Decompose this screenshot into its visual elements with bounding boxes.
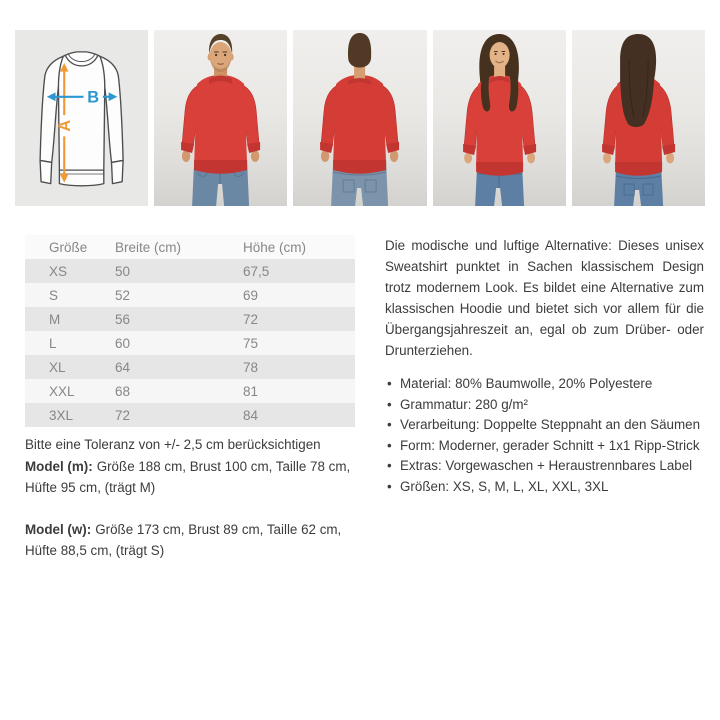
col-header-breite: Breite (cm) [115, 239, 182, 255]
man-back-photo-icon [293, 30, 426, 206]
feature-list [385, 374, 704, 497]
size-table-header-row [25, 235, 355, 259]
height-cell: 84 [243, 407, 259, 423]
product-description: Die modische und luftige Alternative: Dieses unisex Sweatshirt punktet in Sachen klassischem Design trotz modernem Look. Es bildet eine Alternative zum klassischen Hoodie und bietet sich vor allem für die Übergangsjahreszeit an, egal ob zum Drüber- oder Drunterziehen. [385, 238, 704, 358]
product-info-section [0, 206, 720, 561]
size-cell: S [49, 287, 59, 303]
photo-woman-front[interactable] [433, 30, 566, 206]
model-w-note [25, 519, 363, 561]
width-cell: 68 [115, 383, 131, 399]
sweatshirt-measurement-diagram-icon [15, 30, 148, 206]
table-row [25, 331, 355, 355]
list-item: • Material: 80% Baumwolle, 20% Polyestere [385, 374, 704, 395]
size-diagram-thumbnail[interactable] [15, 30, 148, 206]
height-cell: 69 [243, 287, 259, 303]
table-row [25, 355, 355, 379]
height-cell: 78 [243, 359, 259, 375]
model-m-value: Größe 188 cm, Brust 100 cm, Taille 78 cm, Hüfte 95 cm, (trägt M) [25, 459, 351, 495]
photo-woman-back[interactable] [572, 30, 705, 206]
photo-man-back[interactable] [293, 30, 426, 206]
model-w-value: Größe 173 cm, Brust 89 cm, Taille 62 cm, Hüfte 88,5 cm, (trägt S) [25, 522, 342, 558]
woman-back-photo-icon [572, 30, 705, 206]
man-front-photo-icon [154, 30, 287, 206]
width-cell: 64 [115, 359, 131, 375]
table-row [25, 307, 355, 331]
description-column [385, 235, 704, 561]
size-cell: XXL [49, 383, 75, 399]
width-cell: 52 [115, 287, 131, 303]
size-cell: M [49, 311, 61, 327]
col-header-hoehe: Höhe (cm) [243, 239, 307, 255]
height-cell: 72 [243, 311, 259, 327]
list-item: • Verarbeitung: Doppelte Steppnaht an den Säumen [385, 415, 704, 436]
woman-front-photo-icon [433, 30, 566, 206]
size-cell: 3XL [49, 407, 74, 423]
size-info-column [25, 235, 363, 561]
photo-man-front[interactable] [154, 30, 287, 206]
size-cell: XS [49, 263, 68, 279]
measure-label-b: B [87, 88, 100, 107]
measure-label-a: A [56, 119, 75, 132]
table-row [25, 283, 355, 307]
list-item: • Grammatur: 280 g/m² [385, 395, 704, 416]
width-cell: 50 [115, 263, 131, 279]
table-row [25, 379, 355, 403]
product-gallery [0, 0, 720, 206]
height-cell: 67,5 [243, 263, 270, 279]
table-row [25, 403, 355, 427]
height-cell: 81 [243, 383, 259, 399]
table-row [25, 259, 355, 283]
width-cell: 60 [115, 335, 131, 351]
tolerance-note: Bitte eine Toleranz von +/- 2,5 cm berücksichtigen [25, 437, 321, 452]
size-notes [25, 434, 363, 561]
height-cell: 75 [243, 335, 259, 351]
size-cell: L [49, 335, 57, 351]
width-cell: 56 [115, 311, 131, 327]
model-m-label: Model (m): [25, 459, 93, 474]
list-item: • Größen: XS, S, M, L, XL, XXL, 3XL [385, 477, 704, 498]
model-m-note [25, 456, 363, 498]
list-item: • Extras: Vorgewaschen + Heraustrennbares Label [385, 456, 704, 477]
col-header-groesse: Größe [49, 239, 88, 255]
size-cell: XL [49, 359, 66, 375]
list-item: • Form: Moderner, gerader Schnitt + 1x1 Ripp-Strick [385, 436, 704, 457]
width-cell: 72 [115, 407, 131, 423]
model-w-label: Model (w): [25, 522, 92, 537]
size-table [25, 235, 355, 427]
